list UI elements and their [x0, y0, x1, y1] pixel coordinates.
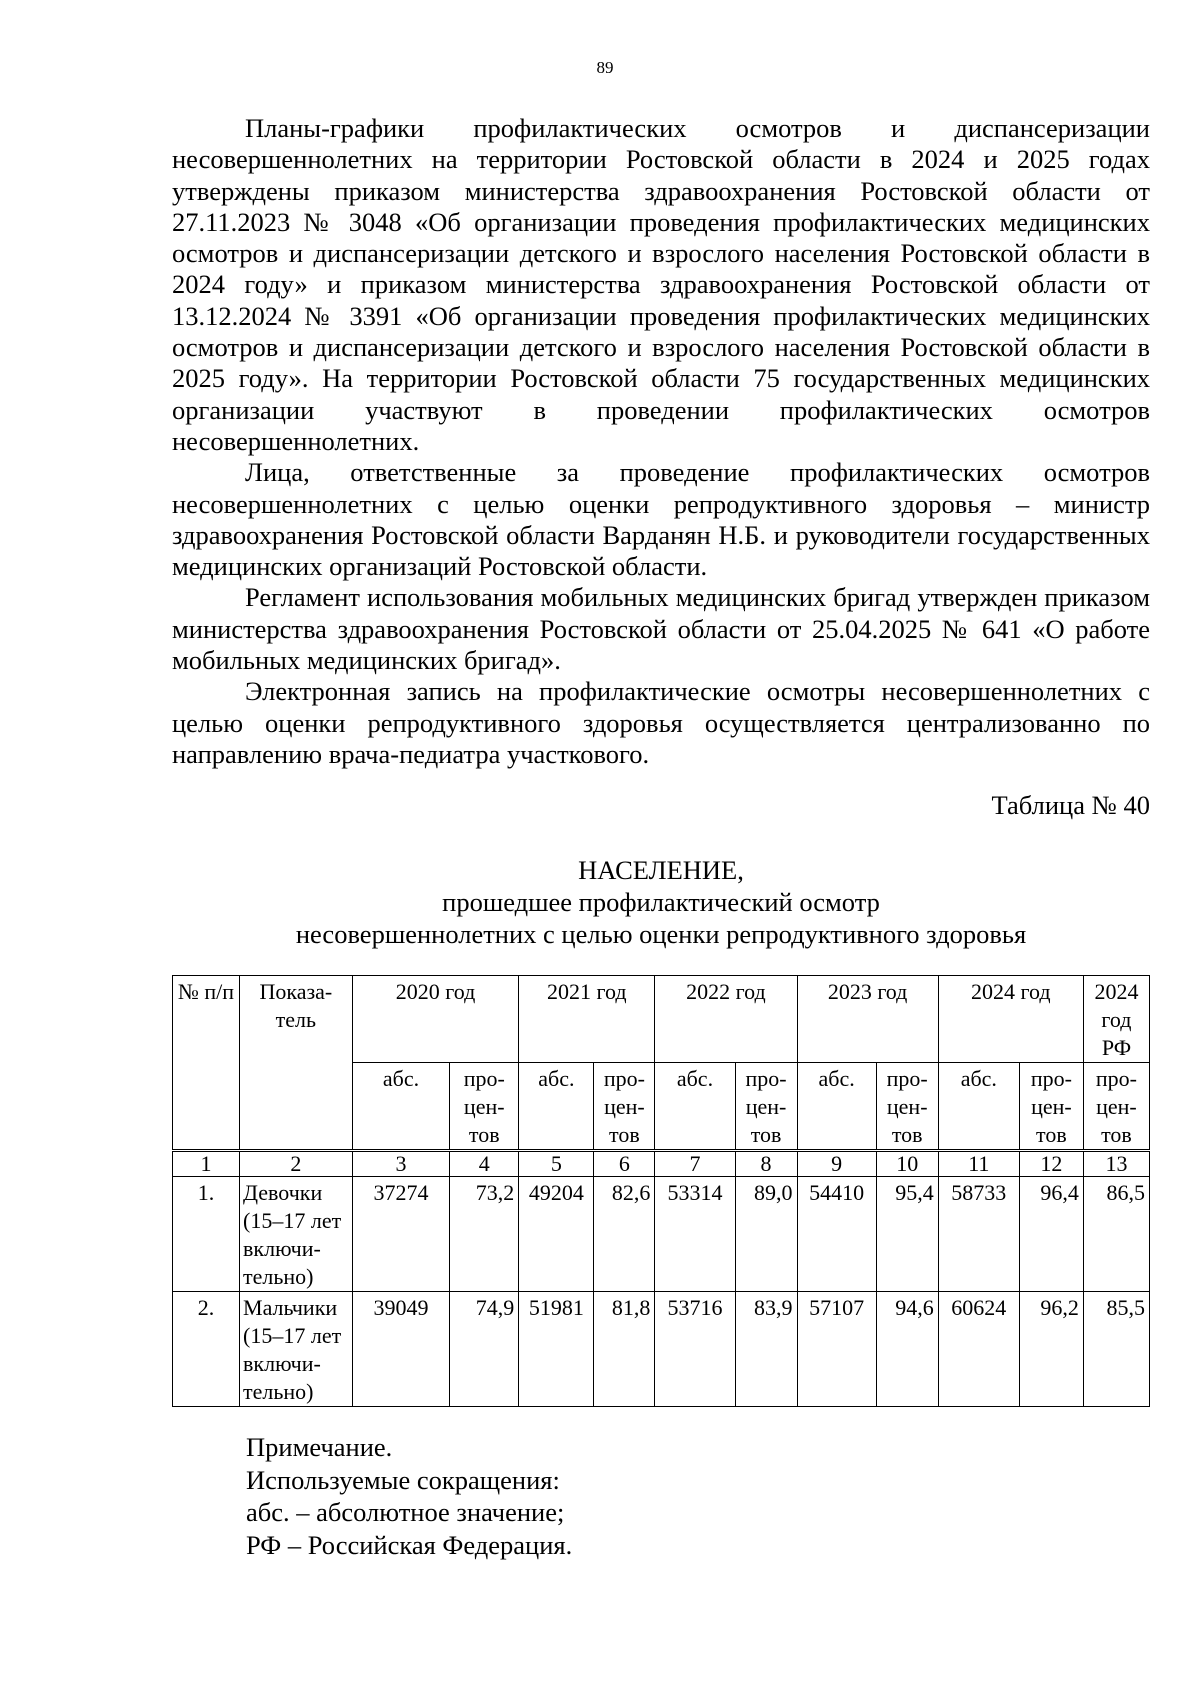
cell-percent-2023: 95,4	[876, 1177, 938, 1292]
cell-abs-2021: 51981	[519, 1292, 594, 1407]
header-percent: про-цен-тов	[1019, 1063, 1083, 1151]
cell-abs-2024: 60624	[938, 1292, 1019, 1407]
notes-title: Примечание.	[246, 1432, 393, 1462]
column-number: 5	[519, 1151, 594, 1177]
cell-abs-2023: 57107	[797, 1292, 876, 1407]
notes-abbrev-header: Используемые сокращения:	[246, 1464, 560, 1495]
table-title-line: прошедшее профилактический осмотр	[442, 887, 880, 917]
cell-abs-2024: 58733	[938, 1177, 1019, 1292]
header-abs: абс.	[352, 1063, 449, 1151]
header-year-2021: 2021 год	[519, 976, 655, 1063]
notes-item: РФ – Российская Федерация.	[246, 1529, 573, 1560]
cell-abs-2021: 49204	[519, 1177, 594, 1292]
body-text	[172, 113, 1150, 770]
header-row-years	[173, 976, 1150, 1063]
column-number: 4	[450, 1151, 519, 1177]
table-label: Таблица № 40	[991, 790, 1150, 820]
header-abs: абс.	[938, 1063, 1019, 1151]
cell-percent-2021: 82,6	[594, 1177, 655, 1292]
row-num: 2.	[173, 1292, 240, 1407]
header-num: № п/п	[173, 976, 240, 1151]
cell-percent-2022: 89,0	[735, 1177, 797, 1292]
header-rf-2024: 2024 год РФ	[1083, 976, 1149, 1063]
header-year-2023: 2023 год	[797, 976, 938, 1063]
header-year-2024: 2024 год	[938, 976, 1083, 1063]
column-number: 10	[876, 1151, 938, 1177]
table-title-line: несовершеннолетних с целью оценки репродуктивного здоровья	[295, 919, 1027, 949]
header-percent: про-цен-тов	[1083, 1063, 1149, 1151]
cell-abs-2020: 39049	[352, 1292, 449, 1407]
column-number: 3	[352, 1151, 449, 1177]
header-percent: про-цен-тов	[876, 1063, 938, 1151]
cell-percent-2020: 74,9	[450, 1292, 519, 1407]
column-number: 1	[173, 1151, 240, 1177]
cell-percent-2020: 73,2	[450, 1177, 519, 1292]
column-number: 9	[797, 1151, 876, 1177]
cell-percent-2024: 96,4	[1019, 1177, 1083, 1292]
row-label: Девочки (15–17 лет включи- тельно)	[240, 1177, 353, 1292]
header-year-2022: 2022 год	[655, 976, 797, 1063]
header-indicator: Показа-тель	[240, 976, 353, 1151]
column-number: 6	[594, 1151, 655, 1177]
cell-abs-2022: 53716	[655, 1292, 735, 1407]
header-abs: абс.	[519, 1063, 594, 1151]
column-number: 11	[938, 1151, 1019, 1177]
table-row-girls	[173, 1177, 1150, 1292]
row-label: Мальчики (15–17 лет включи- тельно)	[240, 1292, 353, 1407]
header-percent: про-цен-тов	[735, 1063, 797, 1151]
cell-percent-rf: 86,5	[1083, 1177, 1149, 1292]
row-num: 1.	[173, 1177, 240, 1292]
header-percent: про-цен-тов	[450, 1063, 519, 1151]
notes-item: абс. – абсолютное значение;	[246, 1497, 565, 1527]
page-number: 89	[596, 58, 614, 77]
cell-percent-2024: 96,2	[1019, 1292, 1083, 1407]
column-number: 8	[735, 1151, 797, 1177]
paragraph: Электронная запись на профилактические осмотры несовершеннолетних с целью оценки репродуктивного здоровья осуществляется централизованно по направлению врача-педиатра участкового.	[172, 676, 1150, 769]
cell-percent-2023: 94,6	[876, 1292, 938, 1407]
column-number: 12	[1019, 1151, 1083, 1177]
paragraph: Планы-графики профилактических осмотров и диспансеризации несовершеннолетних на территории Ростовской области в 2024 и 2025 годах утверждены приказом министерства здравоохранения Ростовской области от 27.11.2023 № 3048 «Об организации проведения профилактических медицинских осмотров и диспансеризации детского и взрослого населения Ростовской области в 2024 году» и приказом министерства здравоохранения Ростовской области от 13.12.2024 № 3391 «Об организации проведения профилактических медицинских осмотров и диспансеризации детского и взрослого населения Ростовской области в 2025 году». На территории Ростовской области 75 государственных медицинских организации участвуют в проведении профилактических осмотров несовершеннолетних.	[172, 113, 1150, 456]
header-year-2020: 2020 год	[352, 976, 519, 1063]
cell-percent-2022: 83,9	[735, 1292, 797, 1407]
cell-abs-2022: 53314	[655, 1177, 735, 1292]
table-title	[172, 854, 1150, 950]
column-number-row	[173, 1151, 1150, 1177]
column-number: 13	[1083, 1151, 1149, 1177]
cell-percent-rf: 85,5	[1083, 1292, 1149, 1407]
column-number: 2	[240, 1151, 353, 1177]
notes	[246, 1431, 572, 1561]
header-percent: про-цен-тов	[594, 1063, 655, 1151]
table-row-boys	[173, 1292, 1150, 1407]
paragraph: Регламент использования мобильных медицинских бригад утвержден приказом министерства здравоохранения Ростовской области от 25.04.2025 № 641 «О работе мобильных медицинских бригад».	[172, 582, 1150, 676]
column-number: 7	[655, 1151, 735, 1177]
paragraph: Лица, ответственные за проведение профилактических осмотров несовершеннолетних с целью оценки репродуктивного здоровья – министр здравоохранения Ростовской области Варданян Н.Б. и руководители государственных медицинских организаций Ростовской области.	[172, 457, 1150, 582]
cell-percent-2021: 81,8	[594, 1292, 655, 1407]
header-abs: абс.	[655, 1063, 735, 1151]
header-abs: абс.	[797, 1063, 876, 1151]
population-table	[172, 975, 1150, 1407]
cell-abs-2023: 54410	[797, 1177, 876, 1292]
cell-abs-2020: 37274	[352, 1177, 449, 1292]
table-title-line: НАСЕЛЕНИЕ,	[578, 855, 744, 885]
